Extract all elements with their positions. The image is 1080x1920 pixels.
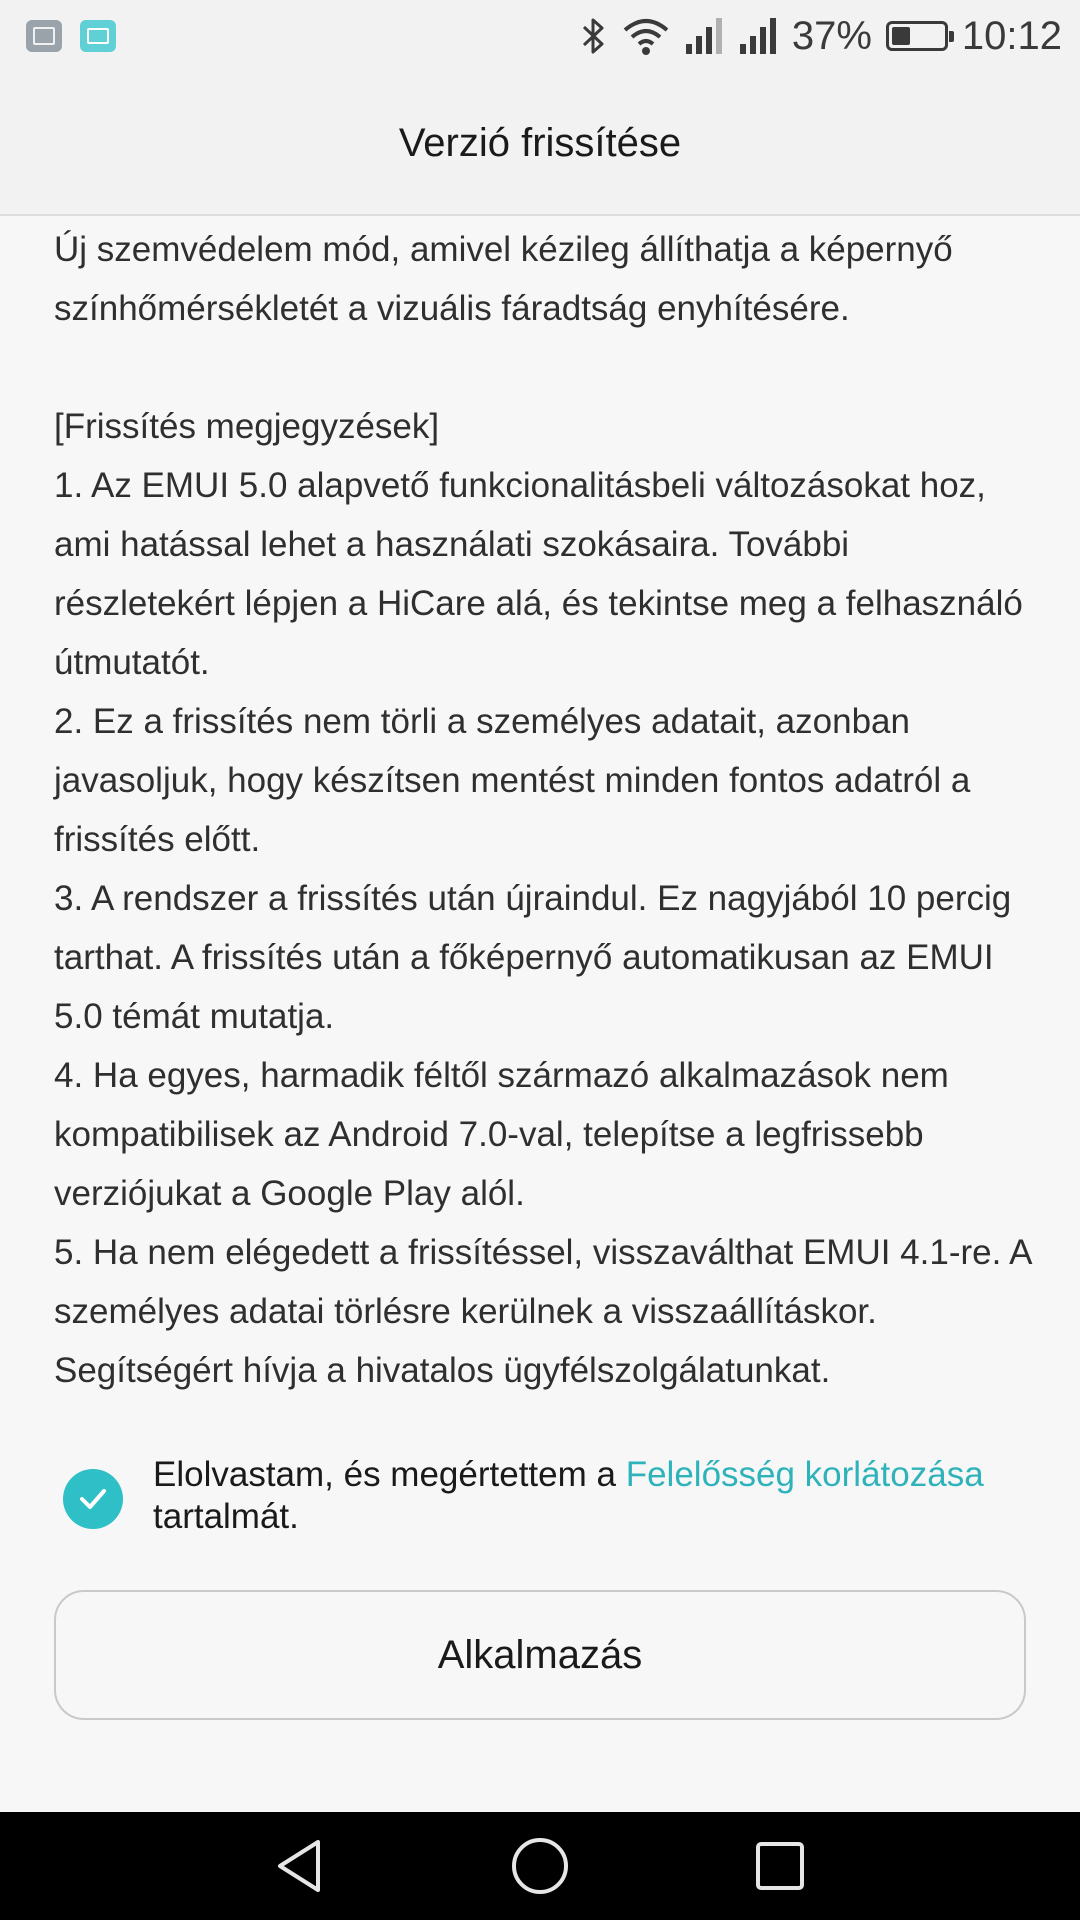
- apply-button[interactable]: Alkalmazás: [54, 1590, 1026, 1720]
- home-icon[interactable]: [508, 1834, 572, 1898]
- status-bar: [0, 0, 1080, 72]
- agreement-text-after: tartalmát.: [153, 1497, 299, 1536]
- agreement-text: [153, 1454, 1033, 1538]
- release-note-item: 5. Ha nem elégedett a frissítéssel, visszaválthat EMUI 4.1-re. A személyes adatai törlésre kerülnek a visszaállításkor. Segítségért hívja a hivatalos ügyfélszolgálatunkat.: [54, 1233, 1031, 1390]
- signal-icon: [684, 16, 724, 56]
- wifi-icon: [622, 16, 670, 56]
- agreement-row: [54, 1454, 1034, 1554]
- agreement-text-before: Elolvastam, és megértettem a: [153, 1455, 626, 1494]
- disclaimer-link[interactable]: Felelősség korlátozása: [625, 1455, 984, 1494]
- release-note-item: 1. Az EMUI 5.0 alapvető funkcionalitásbeli változásokat hoz, ami hatással lehet a használati szokásaira. További részletekért lépjen a HiCare alá, és tekintse meg a felhasználó útmutatót.: [54, 466, 1023, 682]
- title-bar: [0, 72, 1080, 216]
- battery-percent: 37%: [791, 13, 872, 58]
- release-notes-section-title: [Frissítés megjegyzések]: [54, 407, 440, 446]
- system-icons: [578, 10, 1062, 62]
- notification-icons: [26, 20, 116, 52]
- signal-icon: [738, 16, 778, 56]
- release-note-item: 3. A rendszer a frissítés után újraindul. Ez nagyjából 10 percig tarthat. A frissítés után a főképernyő automatikusan az EMUI 5.0 témát mutatja.: [54, 879, 1012, 1036]
- battery-level: [892, 27, 911, 45]
- page-title: Verzió frissítése: [398, 120, 682, 165]
- release-note-item: 4. Ha egyes, harmadik féltől származó alkalmazások nem kompatibilisek az Android 7.0-val, telepítse a legfrissebb verziójukat a Google Play alól.: [54, 1056, 949, 1213]
- release-notes-intro: Új szemvédelem mód, amivel kézileg állíthatja a képernyő színhőmérsékletét a vizuális fáradtság enyhítésére.: [54, 230, 953, 328]
- bluetooth-icon: [578, 16, 608, 56]
- back-icon[interactable]: [268, 1834, 332, 1898]
- recent-apps-icon[interactable]: [748, 1834, 812, 1898]
- agreement-checkbox[interactable]: [63, 1469, 123, 1529]
- gallery-icon: [26, 20, 62, 52]
- battery-icon: [886, 21, 948, 51]
- paragraph-spacer: [54, 338, 1034, 397]
- release-notes: [54, 220, 1034, 1400]
- mail-icon: [80, 20, 116, 52]
- navigation-bar: [0, 1812, 1080, 1920]
- clock: 10:12: [961, 13, 1062, 58]
- release-note-item: 2. Ez a frissítés nem törli a személyes adatait, azonban javasoljuk, hogy készítsen mentést minden fontos adatról a frissítés előtt.: [54, 702, 971, 859]
- checkmark-icon: [76, 1482, 110, 1516]
